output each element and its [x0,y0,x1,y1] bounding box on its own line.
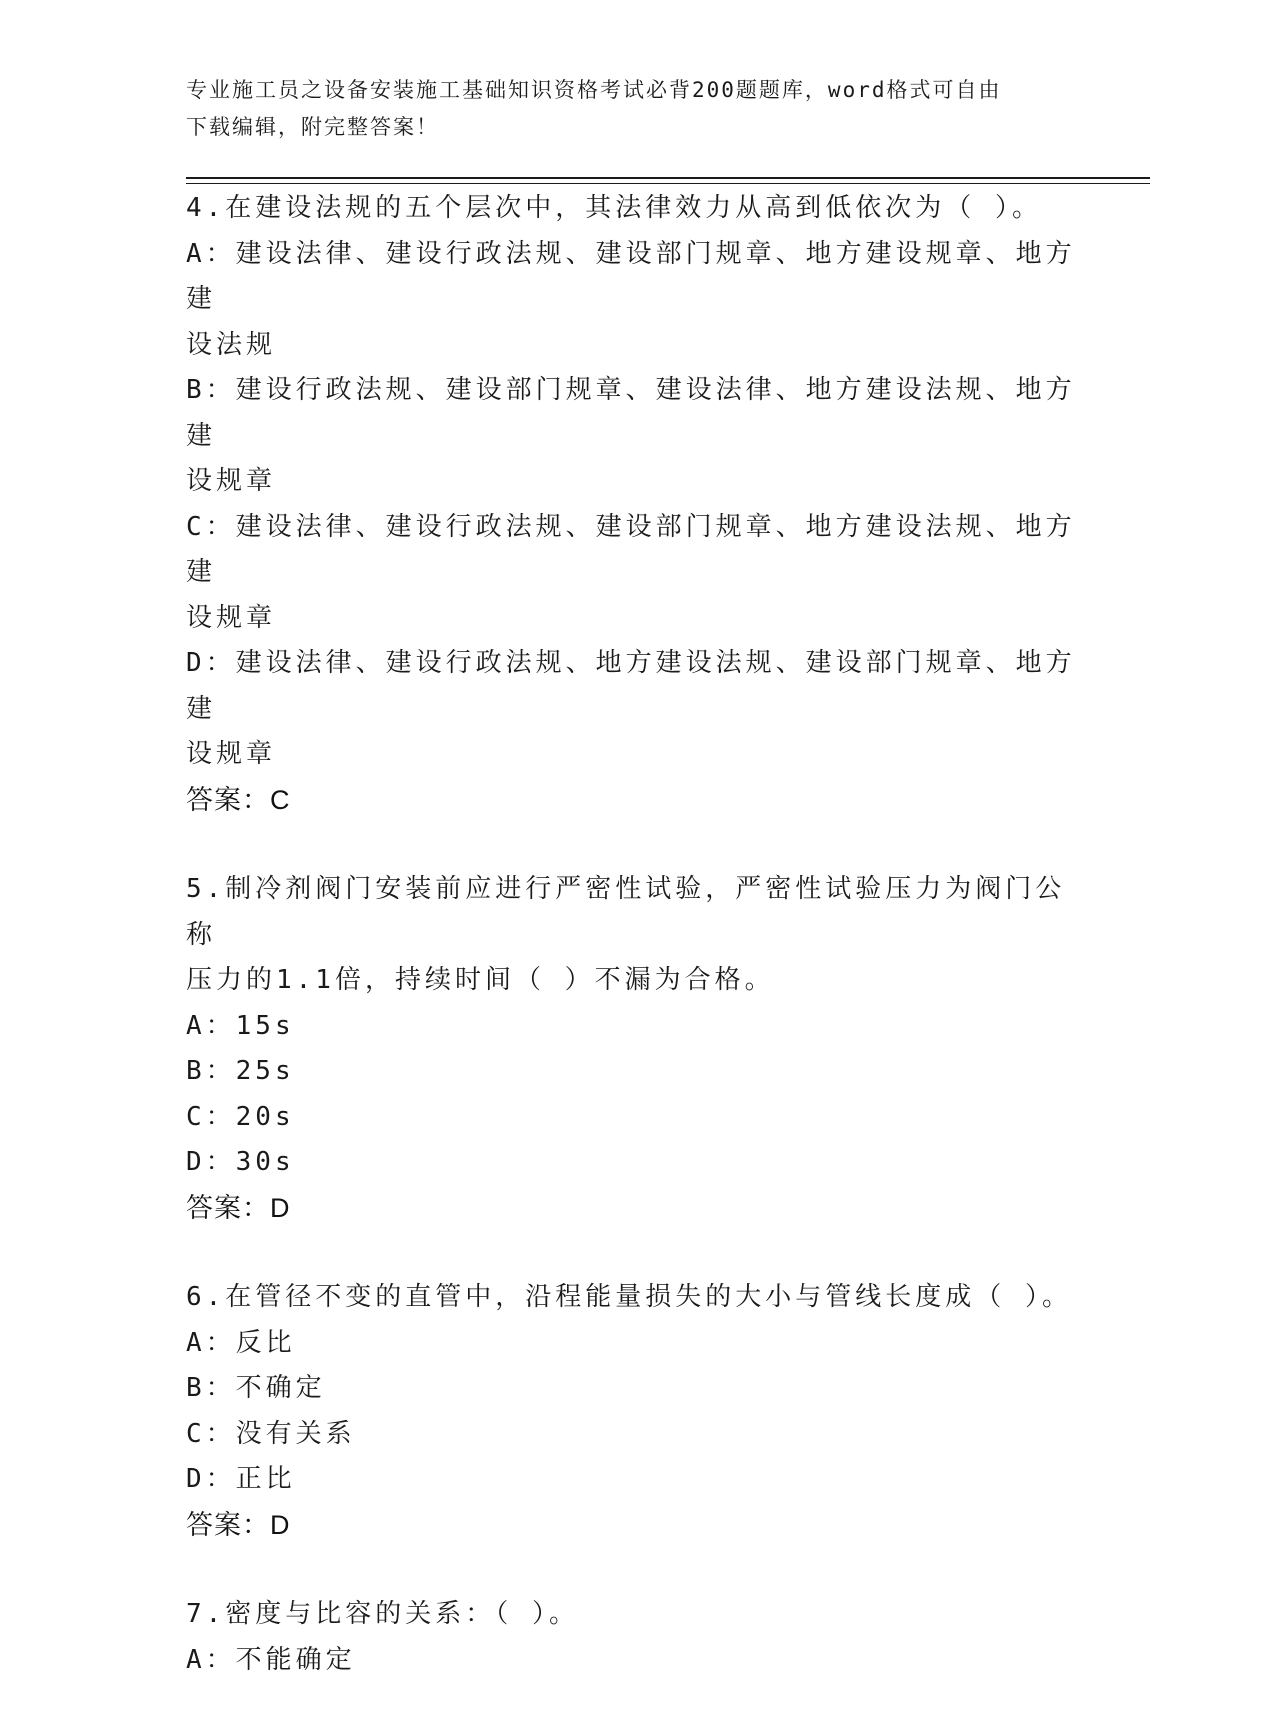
option-d: D：正比 [186,1464,296,1494]
option-b: B：不确定 [186,1373,326,1403]
question-7 [186,1592,1086,1683]
answer-line: 答案：D [186,1509,291,1540]
question-stem: 5.制冷剂阀门安装前应进行严密性试验，严密性试验压力为阀门公称 [186,874,1066,950]
option-c-continued: 设规章 [186,602,277,633]
answer-line: 答案：D [186,1192,291,1223]
option-c: C：20s [186,1101,295,1132]
option-d: D：建设法律、建设行政法规、地方建设法规、建设部门规章、地方建 [186,648,1076,724]
option-a: A：不能确定 [186,1644,356,1675]
option-b: B：建设行政法规、建设部门规章、建设法律、地方建设法规、地方建 [186,375,1076,451]
option-d: D：30s [186,1147,295,1177]
header-divider-thin [186,183,1150,184]
option-c: C：建设法律、建设行政法规、建设部门规章、地方建设法规、地方建 [186,511,1076,587]
question-list [186,186,1086,1727]
option-a: A：建设法律、建设行政法规、建设部门规章、地方建设规章、地方建 [186,238,1076,314]
header-title-line-2: 下载编辑，附完整答案！ [186,115,439,139]
option-c: C：没有关系 [186,1418,356,1449]
question-stem: 7.密度与比容的关系：（ ）。 [186,1599,579,1629]
question-stem: 4.在建设法规的五个层次中，其法律效力从高到低依次为（ ）。 [186,193,1042,223]
option-a: A：反比 [186,1327,296,1358]
option-b-continued: 设规章 [186,466,277,496]
question-stem: 6.在管径不变的直管中，沿程能量损失的大小与管线长度成（ ）。 [186,1282,1072,1312]
question-6 [186,1275,1086,1548]
question-4 [186,186,1086,823]
option-b: B：25s [186,1056,295,1086]
option-a: A：15s [186,1010,295,1041]
option-d-continued: 设规章 [186,739,277,769]
option-a-continued: 设法规 [186,329,277,360]
document-header [186,72,1066,146]
header-title-line-1: 专业施工员之设备安装施工基础知识资格考试必背200题题库，word格式可自由 [186,78,1002,102]
header-divider-thick [186,177,1150,179]
answer-line: 答案：C [186,784,291,815]
question-5 [186,867,1086,1231]
question-stem-continued: 压力的1.1倍，持续时间（ ）不漏为合格。 [186,965,775,995]
